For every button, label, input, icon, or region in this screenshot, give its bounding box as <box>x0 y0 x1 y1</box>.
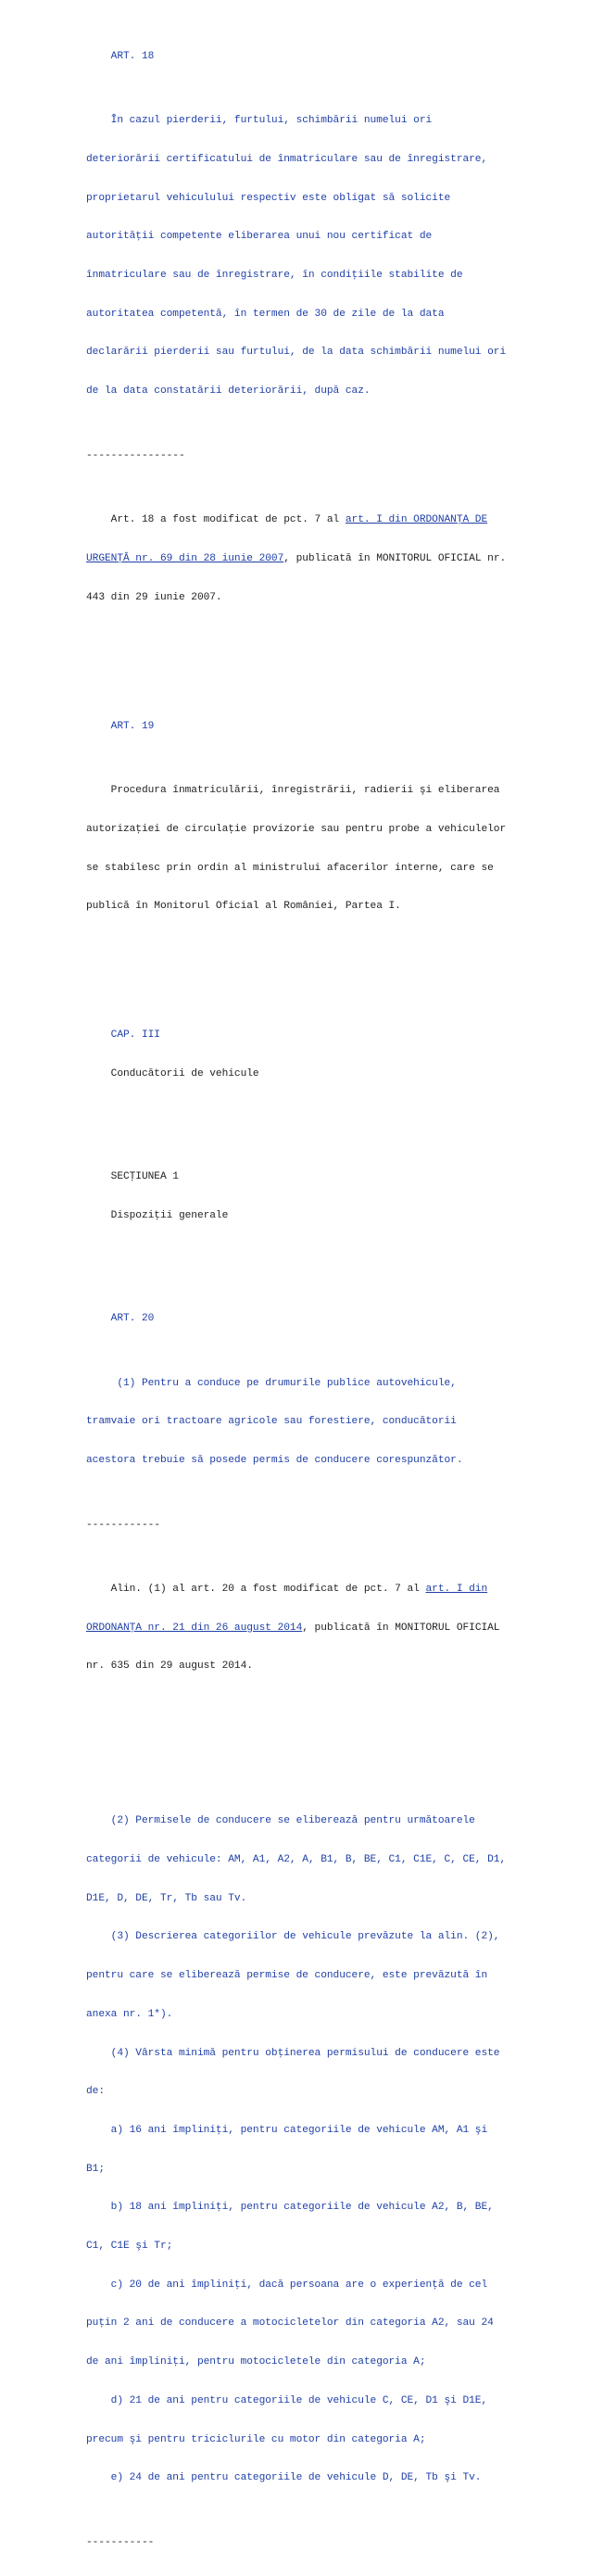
art-20-heading: ART. 20 <box>86 1313 155 1325</box>
note-text: Alin. (1) al art. 20 a fost modificat de pct. 7 al <box>86 1584 426 1596</box>
section-title: Dispoziţii generale <box>86 1209 229 1221</box>
art-20-line: B1; <box>86 2163 105 2175</box>
art-19-line: autorizaţiei de circulaţie provizorie sau pentru probe a vehiculelor <box>86 823 507 835</box>
art-20-line: e) 24 de ani pentru categoriile de vehicule D, DE, Tb şi Tv. <box>86 2472 482 2484</box>
amendment-link[interactable]: art. I din <box>425 1584 488 1596</box>
art-20-line: D1E, D, DE, Tr, Tb sau Tv. <box>86 1892 247 1904</box>
art-18-line: autorităţii competente eliberarea unui nou certificat de <box>86 231 433 243</box>
art-20-line: pentru care se eliberează permise de conducere, este prevăzută în <box>86 1970 488 1982</box>
art-19-line: se stabilesc prin ordin al ministrului afacerilor interne, care se <box>86 862 494 874</box>
art-20-line: precum şi pentru triciclurile cu motor din categoria A; <box>86 2433 426 2445</box>
art-20-line: C1, C1E şi Tr; <box>86 2241 173 2253</box>
art-18-line: proprietarul vehiculului respectiv este obligat să solicite <box>86 192 451 204</box>
art-20-amendment-note <box>86 1558 522 1699</box>
art-18-line: de la data constatării deteriorării, după caz. <box>86 385 371 398</box>
art-19-heading: ART. 19 <box>86 720 155 732</box>
note-text: 443 din 29 iunie 2007. <box>86 591 222 603</box>
chapter-title: Conducătorii de vehicule <box>86 1067 259 1080</box>
art-20-line: tramvaie ori tractoare agricole sau forestiere, conducătorii <box>86 1416 457 1428</box>
art-20-para-1 <box>86 1352 522 1494</box>
art-18-line: înmatriculare sau de înregistrare, în condiţiile stabilite de <box>86 270 463 282</box>
amendment-link[interactable]: art. I din ORDONANŢA DE <box>345 514 488 526</box>
art-20-line: de: <box>86 2086 105 2098</box>
art-18-line: deteriorării certificatului de înmatriculare sau de înregistrare, <box>86 153 488 165</box>
art-18-line: autoritatea competentă, în termen de 30 de zile de la data <box>86 308 445 320</box>
art-18-body <box>86 89 522 423</box>
separator: ---------------- <box>86 449 185 461</box>
art-20-line: (1) Pentru a conduce pe drumurile publice autovehicule, <box>86 1377 457 1389</box>
art-18-amendment-note <box>86 488 522 630</box>
art-18-heading: ART. 18 <box>86 50 155 62</box>
art-18-line: declarării pierderii sau furtului, de la data schimbării numelui ori <box>86 347 507 359</box>
art-20-line: de ani împliniţi, pentru motocicletele din categoria A; <box>86 2356 426 2368</box>
amendment-link[interactable]: URGENŢĂ nr. 69 din 28 iunie 2007 <box>86 552 284 564</box>
note-text: nr. 635 din 29 august 2014. <box>86 1661 253 1673</box>
art-20-line: acestora trebuie să posede permis de conducere corespunzător. <box>86 1455 463 1467</box>
legal-document <box>86 12 522 2576</box>
art-20-line: c) 20 de ani împliniţi, dacă persoana are o experienţă de cel <box>86 2279 488 2291</box>
art-18-line: În cazul pierderii, furtului, schimbării numelui ori <box>86 115 433 127</box>
chapter-heading: CAP. III <box>86 1029 160 1042</box>
art-20-line: a) 16 ani împliniţi, pentru categoriile de vehicule AM, A1 şi <box>86 2124 488 2136</box>
amendment-link[interactable]: ORDONANŢA nr. 21 din 26 august 2014 <box>86 1622 303 1634</box>
art-20-line: (2) Permisele de conducere se eliberează pentru următoarele <box>86 1815 475 1827</box>
art-20-line: (3) Descrierea categoriilor de vehicule prevăzute la alin. (2), <box>86 1931 500 1943</box>
note-text: , publicată în MONITORUL OFICIAL nr. <box>283 552 507 564</box>
art-20-line: d) 21 de ani pentru categoriile de vehicule C, CE, D1 şi D1E, <box>86 2394 488 2406</box>
note-text: Art. 18 a fost modificat de pct. 7 al <box>86 514 346 526</box>
art-20-line: puţin 2 ani de conducere a motocicletelor din categoria A2, sau 24 <box>86 2317 494 2330</box>
separator: ----------- <box>86 2536 155 2548</box>
art-19-line: publică în Monitorul Oficial al României, Partea I. <box>86 901 401 913</box>
art-20-line: b) 18 ani împliniţi, pentru categoriile de vehicule A2, B, BE, <box>86 2202 494 2214</box>
art-20-line: (4) Vârsta minimă pentru obţinerea permisului de conducere este <box>86 2047 500 2059</box>
separator: ------------ <box>86 1519 160 1531</box>
art-20-line: anexa nr. 1*). <box>86 2008 173 2020</box>
note-text: , publicată în MONITORUL OFICIAL <box>302 1622 500 1634</box>
art-19-body <box>86 759 522 940</box>
art-19-line: Procedura înmatriculării, înregistrării, radierii şi eliberarea <box>86 785 500 797</box>
section-heading: SECŢIUNEA 1 <box>86 1171 179 1183</box>
art-20-para-2 <box>86 1790 522 2511</box>
art-20-line: categorii de vehicule: AM, A1, A2, A, B1, B, BE, C1, C1E, C, CE, D1, <box>86 1854 507 1866</box>
